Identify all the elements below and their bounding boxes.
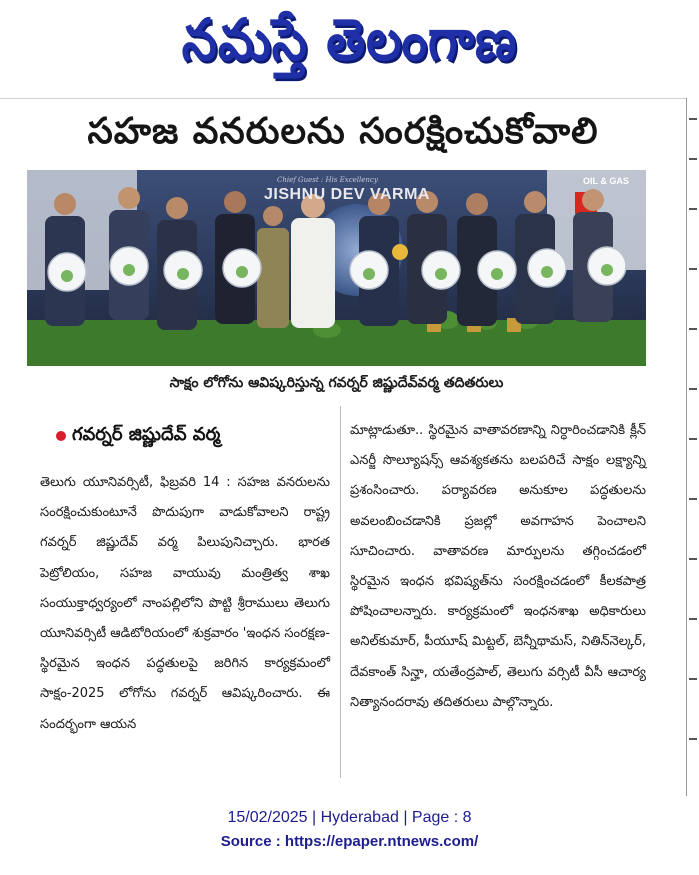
footer-source: Source : https://epaper.ntnews.com/	[220, 833, 479, 850]
masthead-title: నమస్తే తెలంగాణ	[181, 6, 518, 74]
event-photo	[27, 170, 646, 366]
brand-tag: OIL & GAS	[583, 176, 629, 186]
subheading-text: గవర్నర్‌ జిష్ణుదేవ్‌ వర్మ	[72, 423, 221, 445]
article-headline: సహజ వనరులను సంరక్షించుకోవాలి	[87, 111, 599, 152]
article-body-left: తెలుగు యూనివర్సిటీ, ఫిబ్రవరి 14 : సహజ వనరులను సంరక్షించుకుంటూనే పొదుపుగా వాడుకోవాలని రాష్ట్ర గవర్నర్‌ జిష్ణుదేవ్‌ వర్మ పిలుపునిచ్చారు. భారత పెట్రోలియం, సహజ వాయువు మంత్రిత్వ శాఖ సంయుక్తాధ్వర్యంలో నాంపల్లిలోని పొట్టి శ్రీరాములు తెలుగు యూనివర్సిటీ ఆడిటోరియంలో శుక్రవారం 'ఇంధన సంరక్షణ- స్థిరమైన ఇంధన పద్ధతులపై జరిగిన కార్యక్రమంలో సాక్షం-2025 లోగోను గవర్నర్‌ ఆవిష్కరించారు. ఈ సందర్భంగా ఆయన	[40, 475, 330, 732]
masthead	[0, 4, 699, 76]
page-footer	[0, 806, 699, 854]
photo-caption: సాక్షం లోగోను ఆవిష్కరిస్తున్న గవర్నర్‌ జిష్ణుదేవ్‌వర్మ తదితరులు	[169, 375, 504, 391]
adjacent-column-edge	[686, 98, 699, 796]
article-body-right: మాట్లాడుతూ.. స్థిరమైన వాతావరణాన్ని నిర్ధారించడానికి క్లీన్‌ ఎనర్జీ సొల్యూషన్స్‌ ఆవశ్యకతను బలపరిచే సాక్షం లక్ష్యాన్ని ప్రశంసించారు. పర్యావరణ అనుకూల పద్ధతులను అవలంబించడానికి ప్రజల్లో అవగాహన పెంచాలని సూచించారు. వాతావరణ మార్పులను తగ్గించడంలో స్థిరమైన ఇంధన భవిష్యత్‌ను సంరక్షించడంలో కీలకపాత్ర పోషించాలన్నారు. కార్యక్రమంలో ఇంధనశాఖ అధికారులు అనిల్‌కుమార్‌, పీయూష్‌ మిట్టల్‌, బెన్నీథామస్‌, నితిన్‌నెల్కర్‌, దేవకాంత్‌ సిన్హా, యతేంద్రపాల్‌, తెలుగు వర్సిటీ వీసీ ఆచార్య నిత్యానందరావు తదితరులు పాల్గొన్నారు.	[350, 423, 646, 710]
bullet-icon	[56, 431, 66, 441]
banner-name: JISHNU DEV VARMA	[264, 186, 430, 203]
article-subheading	[56, 420, 220, 452]
banner-subtitle: Chief Guest : His Excellency	[277, 176, 378, 184]
column-divider	[340, 406, 341, 778]
footer-dateline: 15/02/2025 | Hyderabad | Page : 8	[227, 809, 472, 826]
